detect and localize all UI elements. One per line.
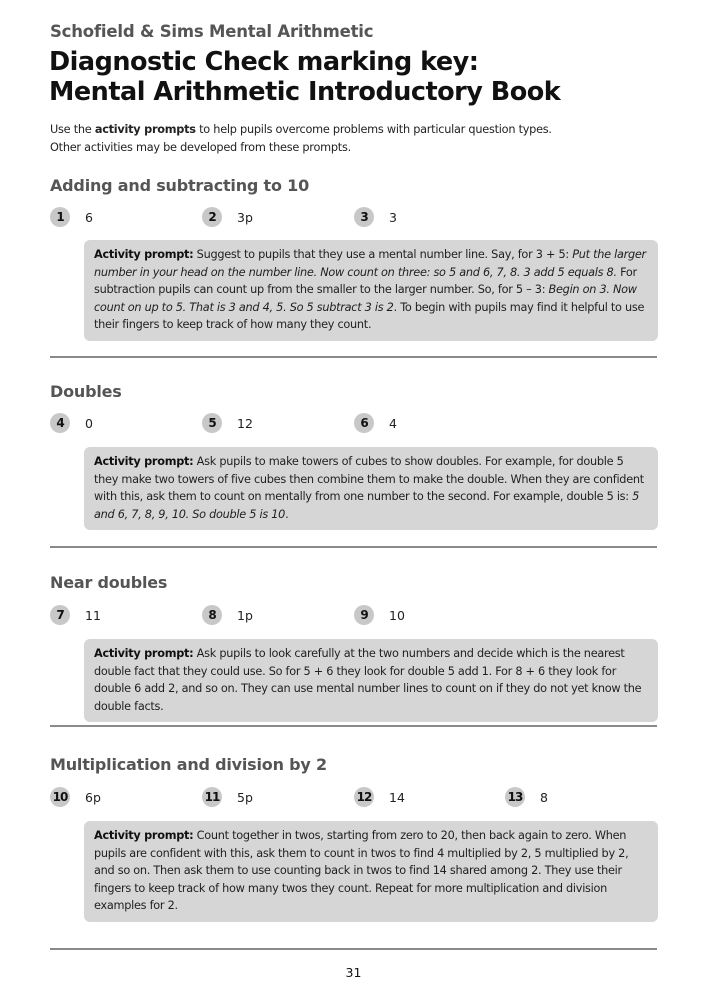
- intro-pre: Use the: [50, 123, 95, 136]
- answer-value: 6p: [85, 789, 101, 805]
- question-number-badge: 4: [50, 413, 70, 433]
- intro-post: to help pupils overcome problems with particular question types.: [195, 123, 552, 136]
- activity-prompt-text: For subtraction pupils can count up from the smaller to the larger number. So, for 5 – 3:: [94, 265, 637, 296]
- section-heading: Near doubles: [50, 573, 168, 592]
- answer-item: [354, 206, 397, 228]
- section-heading: Multiplication and division by 2: [50, 755, 327, 774]
- question-number-badge: 11: [202, 787, 222, 807]
- question-number-badge: 6: [354, 413, 374, 433]
- page-number: 31: [345, 965, 362, 980]
- activity-prompt-example: Begin on 3. Now count on up to 5. That is 3 and 4, 5. So 5 subtract 3 is 2: [94, 283, 637, 314]
- answer-value: 3: [389, 209, 397, 225]
- activity-prompt-text: Ask pupils to look carefully at the two numbers and decide which is the nearest double fact that they could use. So for 5 + 6 they look for double 5 add 1. For 8 + 6 they look for double 6 add 2, and so on. They can use mental number lines to count on if they do not yet know the double facts.: [94, 647, 642, 713]
- question-number-badge: 5: [202, 413, 222, 433]
- intro-text: [50, 121, 552, 157]
- answer-item: [505, 786, 548, 808]
- answer-row: [50, 206, 670, 228]
- section-heading: Doubles: [50, 382, 122, 401]
- section-divider: [50, 356, 657, 358]
- activity-prompt-label: Activity prompt:: [94, 829, 194, 842]
- answer-item: [202, 206, 253, 228]
- answer-item: [202, 604, 253, 626]
- page-title-line-1: Diagnostic Check marking key:: [49, 47, 479, 77]
- activity-prompt-box: [84, 639, 658, 722]
- answer-row: [50, 786, 670, 808]
- question-number-badge: 7: [50, 605, 70, 625]
- question-number-badge: 1: [50, 207, 70, 227]
- section-divider: [50, 546, 657, 548]
- question-number-badge: 8: [202, 605, 222, 625]
- activity-prompt-text: Count together in twos, starting from zero to 20, then back again to zero. When pupils are confident with this, ask them to count in twos to find 4 multiplied by 2, 5 multiplied by 2, and so on. Then ask them to use counting back in twos to find 14 shared among 2. They use their fingers to keep track of how many twos they count. Repeat for more multiplication and division examples for 2.: [94, 829, 629, 912]
- question-number-badge: 10: [50, 787, 70, 807]
- footer-divider: [50, 948, 657, 950]
- answer-value: 5p: [237, 789, 253, 805]
- activity-prompt-text: Ask pupils to make towers of cubes to show doubles. For example, for double 5 they make two towers of five cubes then combine them to make the double. When they are confident with this, ask them to count on mentally from one number to the second. For example, double 5 is:: [94, 455, 644, 503]
- page-title: [49, 47, 560, 107]
- answer-value: 8: [540, 789, 548, 805]
- answer-item: [50, 206, 93, 228]
- section-heading: Adding and subtracting to 10: [50, 176, 310, 195]
- answer-value: 1p: [237, 607, 253, 623]
- question-number-badge: 13: [505, 787, 525, 807]
- answer-item: [354, 412, 397, 434]
- answer-value: 12: [237, 415, 253, 431]
- answer-value: 14: [389, 789, 405, 805]
- activity-prompt-label: Activity prompt:: [94, 455, 194, 468]
- activity-prompt-text: . To begin with pupils may find it helpful to use their fingers to keep track of how many they count.: [94, 300, 645, 331]
- answer-item: [354, 786, 405, 808]
- question-number-badge: 3: [354, 207, 374, 227]
- question-number-badge: 12: [354, 787, 374, 807]
- activity-prompt-label: Activity prompt:: [94, 248, 194, 261]
- activity-prompt-example: Put the larger number in your head on the number line. Now count on three: so 5 and 6, 7, 8. 3 add 5 equals 8.: [94, 248, 646, 279]
- answer-item: [50, 604, 101, 626]
- answer-value: 10: [389, 607, 405, 623]
- activity-prompt-example: 5 and 6, 7, 8, 9, 10. So double 5 is 10: [94, 490, 640, 521]
- answer-value: 11: [85, 607, 101, 623]
- series-title: Schofield & Sims Mental Arithmetic: [50, 22, 374, 41]
- answer-item: [50, 786, 101, 808]
- activity-prompt-box: [84, 447, 658, 530]
- question-number-badge: 2: [202, 207, 222, 227]
- answer-item: [202, 786, 253, 808]
- page-title-line-2: Mental Arithmetic Introductory Book: [49, 77, 561, 107]
- section-divider: [50, 725, 657, 727]
- intro-bold: activity prompts: [94, 123, 196, 136]
- activity-prompt-box: [84, 240, 658, 341]
- activity-prompt-text: Suggest to pupils that they use a mental number line. Say, for 3 + 5:: [193, 248, 573, 261]
- answer-row: [50, 604, 670, 626]
- intro-line-1: [50, 121, 552, 139]
- answer-value: 6: [85, 209, 93, 225]
- activity-prompt-box: [84, 821, 658, 922]
- answer-value: 3p: [237, 209, 253, 225]
- answer-item: [50, 412, 93, 434]
- intro-line-2: Other activities may be developed from these prompts.: [50, 141, 351, 154]
- answer-value: 0: [85, 415, 93, 431]
- activity-prompt-label: Activity prompt:: [94, 647, 194, 660]
- answer-item: [202, 412, 253, 434]
- activity-prompt-text: .: [285, 507, 289, 521]
- question-number-badge: 9: [354, 605, 374, 625]
- answer-value: 4: [389, 415, 397, 431]
- answer-item: [354, 604, 405, 626]
- answer-row: [50, 412, 670, 434]
